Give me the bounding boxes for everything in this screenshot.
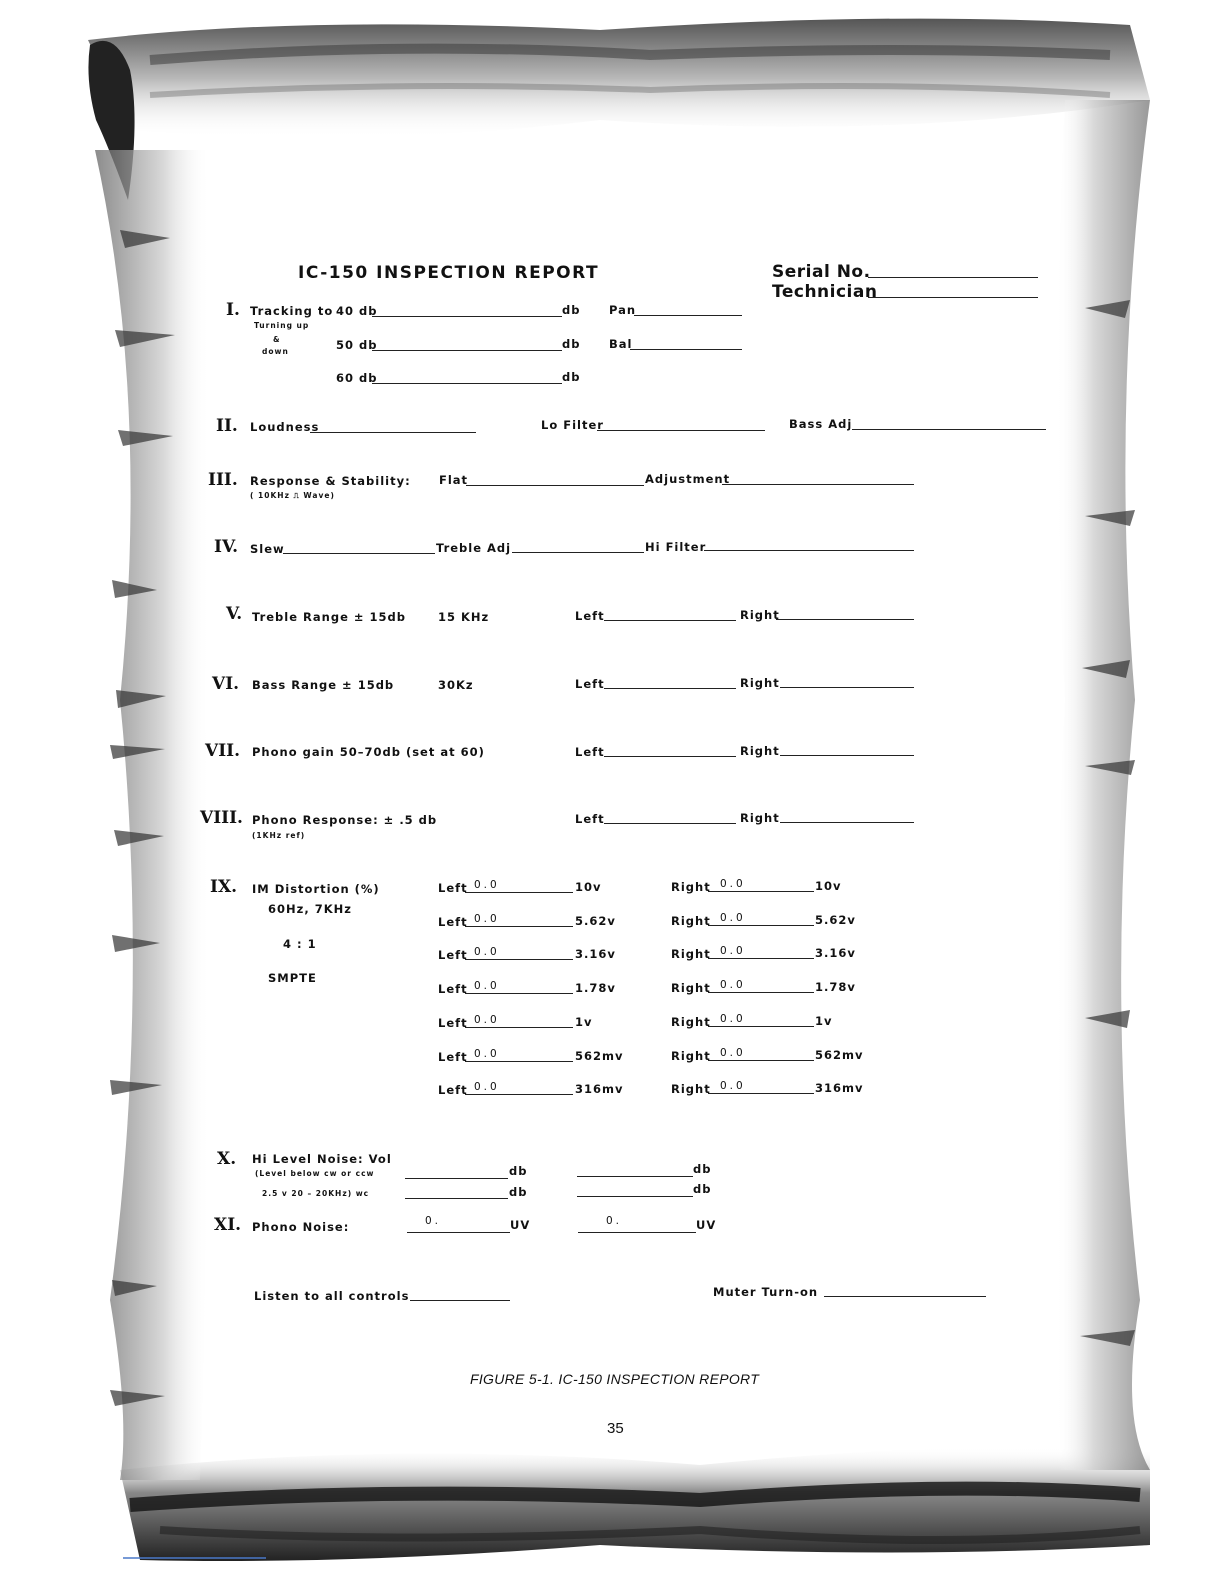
im-right-value[interactable]: 0.0	[720, 878, 746, 890]
lo-filter-label: Lo Filter	[541, 418, 604, 432]
flat-field[interactable]	[466, 485, 644, 486]
left-label: Left	[575, 745, 605, 759]
unit-label: db	[562, 303, 581, 317]
left-label: Left	[438, 915, 468, 929]
im-left-value[interactable]: 0.0	[474, 980, 500, 992]
phono-response-label: Phono Response: ± .5 db	[252, 813, 438, 827]
right-label: Right	[671, 880, 711, 894]
im-distortion-sub-label: SMPTE	[268, 971, 317, 985]
im-right-value[interactable]: 0.0	[720, 1080, 746, 1092]
section-number: VII.	[205, 741, 241, 761]
im-left-voltage: 1.78v	[575, 981, 616, 995]
im-left-value[interactable]: 0.0	[474, 879, 500, 891]
adjustment-label: Adjustment	[645, 472, 731, 486]
tracking-row-label: 60 db	[336, 371, 378, 385]
phono-gain-label: Phono gain 50–70db (set at 60)	[252, 745, 485, 759]
serial-number-label: Serial No.	[772, 262, 871, 282]
im-right-field[interactable]	[708, 925, 814, 926]
im-right-value[interactable]: 0.0	[720, 912, 746, 924]
section-number: VIII.	[200, 808, 243, 828]
phono-gain-left-field[interactable]	[604, 756, 736, 757]
tracking-sub-label: down	[262, 347, 289, 356]
im-right-value[interactable]: 0.0	[720, 979, 746, 991]
im-right-voltage: 1v	[815, 1014, 833, 1028]
bass-adj-label: Bass Adj	[789, 417, 853, 431]
left-label: Left	[575, 677, 605, 691]
phono-noise-left-field[interactable]	[407, 1232, 510, 1233]
right-label: Right	[671, 914, 711, 928]
right-label: Right	[671, 1049, 711, 1063]
treble-adj-label: Treble Adj	[436, 541, 512, 555]
phono-response-left-field[interactable]	[604, 823, 736, 824]
muter-turn-on-field[interactable]	[824, 1296, 986, 1297]
phono-noise-right-field[interactable]	[578, 1232, 696, 1233]
phono-response-right-field[interactable]	[780, 822, 914, 823]
listen-controls-field[interactable]	[410, 1300, 510, 1301]
section-number: XI.	[214, 1215, 242, 1235]
im-right-value[interactable]: 0.0	[720, 945, 746, 957]
im-left-field[interactable]	[465, 1094, 573, 1095]
phono-noise-label: Phono Noise:	[252, 1220, 350, 1234]
left-label: Left	[438, 1083, 468, 1097]
im-right-field[interactable]	[708, 1093, 814, 1094]
right-label: Right	[671, 981, 711, 995]
im-left-voltage: 3.16v	[575, 947, 616, 961]
unit-label: db	[562, 370, 581, 384]
im-right-voltage: 1.78v	[815, 980, 856, 994]
im-right-field[interactable]	[708, 1060, 814, 1061]
im-left-voltage: 1v	[575, 1015, 593, 1029]
im-left-field[interactable]	[465, 892, 573, 893]
im-right-voltage: 3.16v	[815, 946, 856, 960]
im-left-value[interactable]: 0.0	[474, 913, 500, 925]
im-left-value[interactable]: 0.0	[474, 1014, 500, 1026]
report-title: IC-150 INSPECTION REPORT	[298, 263, 600, 283]
left-label: Left	[575, 812, 605, 826]
im-left-voltage: 562mv	[575, 1049, 624, 1063]
technician-field[interactable]	[868, 297, 1038, 298]
tracking-60db-field[interactable]	[372, 383, 562, 384]
right-label: Right	[671, 1015, 711, 1029]
left-label: Left	[438, 1016, 468, 1030]
phono-response-sub-label: (1KHz ref)	[252, 831, 306, 840]
im-left-voltage: 316mv	[575, 1082, 624, 1096]
right-label: Right	[740, 608, 780, 622]
technician-label: Technician	[772, 282, 878, 302]
bass-frequency-label: 30Kz	[438, 678, 474, 692]
hi-level-noise-label: Hi Level Noise: Vol	[252, 1152, 392, 1166]
slew-field[interactable]	[283, 553, 435, 554]
left-label: Left	[575, 609, 605, 623]
hi-filter-label: Hi Filter	[645, 540, 707, 554]
im-left-value[interactable]: 0.0	[474, 1081, 500, 1093]
im-right-voltage: 10v	[815, 879, 842, 893]
response-stability-label: Response & Stability:	[250, 474, 411, 488]
phono-gain-right-field[interactable]	[780, 755, 914, 756]
im-right-value[interactable]: 0.0	[720, 1047, 746, 1059]
unit-label: db	[693, 1162, 712, 1176]
slew-label: Slew	[250, 542, 285, 556]
im-distortion-label: IM Distortion (%)	[252, 882, 380, 896]
flat-label: Flat	[439, 473, 469, 487]
im-distortion-sub-label: 4 : 1	[283, 937, 317, 951]
treble-range-left-field[interactable]	[604, 620, 736, 621]
left-label: Left	[438, 948, 468, 962]
tracking-50db-field[interactable]	[372, 350, 562, 351]
right-label: Right	[740, 744, 780, 758]
im-left-voltage: 10v	[575, 880, 602, 894]
left-label: Left	[438, 982, 468, 996]
im-left-field[interactable]	[465, 1027, 573, 1028]
bass-range-label: Bass Range ± 15db	[252, 678, 395, 692]
section-number: VI.	[212, 674, 240, 694]
loudness-label: Loudness	[250, 420, 320, 434]
treble-range-right-field[interactable]	[776, 619, 914, 620]
section-number: X.	[217, 1149, 237, 1169]
muter-turn-on-label: Muter Turn-on	[713, 1285, 819, 1299]
loudness-field[interactable]	[310, 432, 476, 433]
im-left-field[interactable]	[465, 1061, 573, 1062]
tracking-label: Tracking to	[250, 304, 334, 318]
im-right-voltage: 562mv	[815, 1048, 864, 1062]
im-right-voltage: 316mv	[815, 1081, 864, 1095]
unit-label: UV	[696, 1218, 717, 1232]
phono-noise-left-value[interactable]: 0.	[425, 1215, 442, 1227]
bass-range-right-field[interactable]	[780, 687, 914, 688]
im-right-field[interactable]	[708, 891, 814, 892]
im-right-field[interactable]	[708, 1026, 814, 1027]
listen-controls-label: Listen to all controls	[254, 1289, 410, 1303]
right-label: Right	[740, 811, 780, 825]
tracking-sub-label: &	[273, 335, 281, 344]
unit-label: db	[693, 1182, 712, 1196]
treble-range-label: Treble Range ± 15db	[252, 610, 406, 624]
page-number: 35	[607, 1420, 624, 1437]
unit-label: UV	[510, 1218, 531, 1232]
bass-adj-field[interactable]	[852, 429, 1046, 430]
unit-label: db	[562, 337, 581, 351]
section-number: II.	[216, 416, 238, 436]
tracking-row-label: 40 db	[336, 304, 378, 318]
treble-adj-field[interactable]	[512, 552, 644, 553]
im-left-value[interactable]: 0.0	[474, 1048, 500, 1060]
hi-level-noise-wc-right-field[interactable]	[577, 1196, 693, 1197]
pan-label: Pan	[609, 303, 637, 317]
im-left-value[interactable]: 0.0	[474, 946, 500, 958]
figure-caption: FIGURE 5-1. IC-150 INSPECTION REPORT	[470, 1371, 760, 1387]
bal-label: Bal	[609, 337, 633, 351]
pan-field[interactable]	[634, 315, 742, 316]
right-label: Right	[671, 947, 711, 961]
right-label: Right	[671, 1082, 711, 1096]
serial-number-field[interactable]	[868, 277, 1038, 278]
section-number: III.	[208, 470, 238, 490]
unit-label: db	[509, 1185, 528, 1199]
adjustment-field[interactable]	[722, 484, 914, 485]
lo-filter-field[interactable]	[597, 430, 765, 431]
im-right-field[interactable]	[708, 958, 814, 959]
hi-level-noise-sub-label: (Level below cw or ccw	[255, 1169, 375, 1178]
section-number: IV.	[214, 537, 239, 557]
hi-level-noise-sub-label: 2.5 v 20 – 20KHz) wc	[262, 1189, 370, 1198]
bass-range-left-field[interactable]	[604, 688, 736, 689]
im-left-field[interactable]	[465, 926, 573, 927]
hi-level-noise-cw-right-field[interactable]	[577, 1176, 693, 1177]
left-label: Left	[438, 881, 468, 895]
section-number: IX.	[210, 877, 238, 897]
left-label: Left	[438, 1050, 468, 1064]
unit-label: db	[509, 1164, 528, 1178]
tracking-40db-field[interactable]	[372, 316, 562, 317]
hi-level-noise-wc-left-field[interactable]	[405, 1198, 508, 1199]
hi-filter-field[interactable]	[704, 550, 914, 551]
treble-frequency-label: 15 KHz	[438, 610, 490, 624]
im-left-voltage: 5.62v	[575, 914, 616, 928]
phono-noise-right-value[interactable]: 0.	[606, 1215, 623, 1227]
tracking-row-label: 50 db	[336, 338, 378, 352]
bal-field[interactable]	[630, 349, 742, 350]
im-left-field[interactable]	[465, 959, 573, 960]
tracking-sub-label: Turning up	[254, 321, 310, 330]
hi-level-noise-cw-left-field[interactable]	[405, 1178, 508, 1179]
right-label: Right	[740, 676, 780, 690]
response-sub-label: ( 10KHz ⎍ Wave)	[250, 491, 335, 500]
im-left-field[interactable]	[465, 993, 573, 994]
im-right-field[interactable]	[708, 992, 814, 993]
im-distortion-sub-label: 60Hz, 7KHz	[268, 902, 352, 916]
im-right-value[interactable]: 0.0	[720, 1013, 746, 1025]
im-right-voltage: 5.62v	[815, 913, 856, 927]
section-number: I.	[226, 300, 240, 320]
section-number: V.	[226, 604, 243, 624]
